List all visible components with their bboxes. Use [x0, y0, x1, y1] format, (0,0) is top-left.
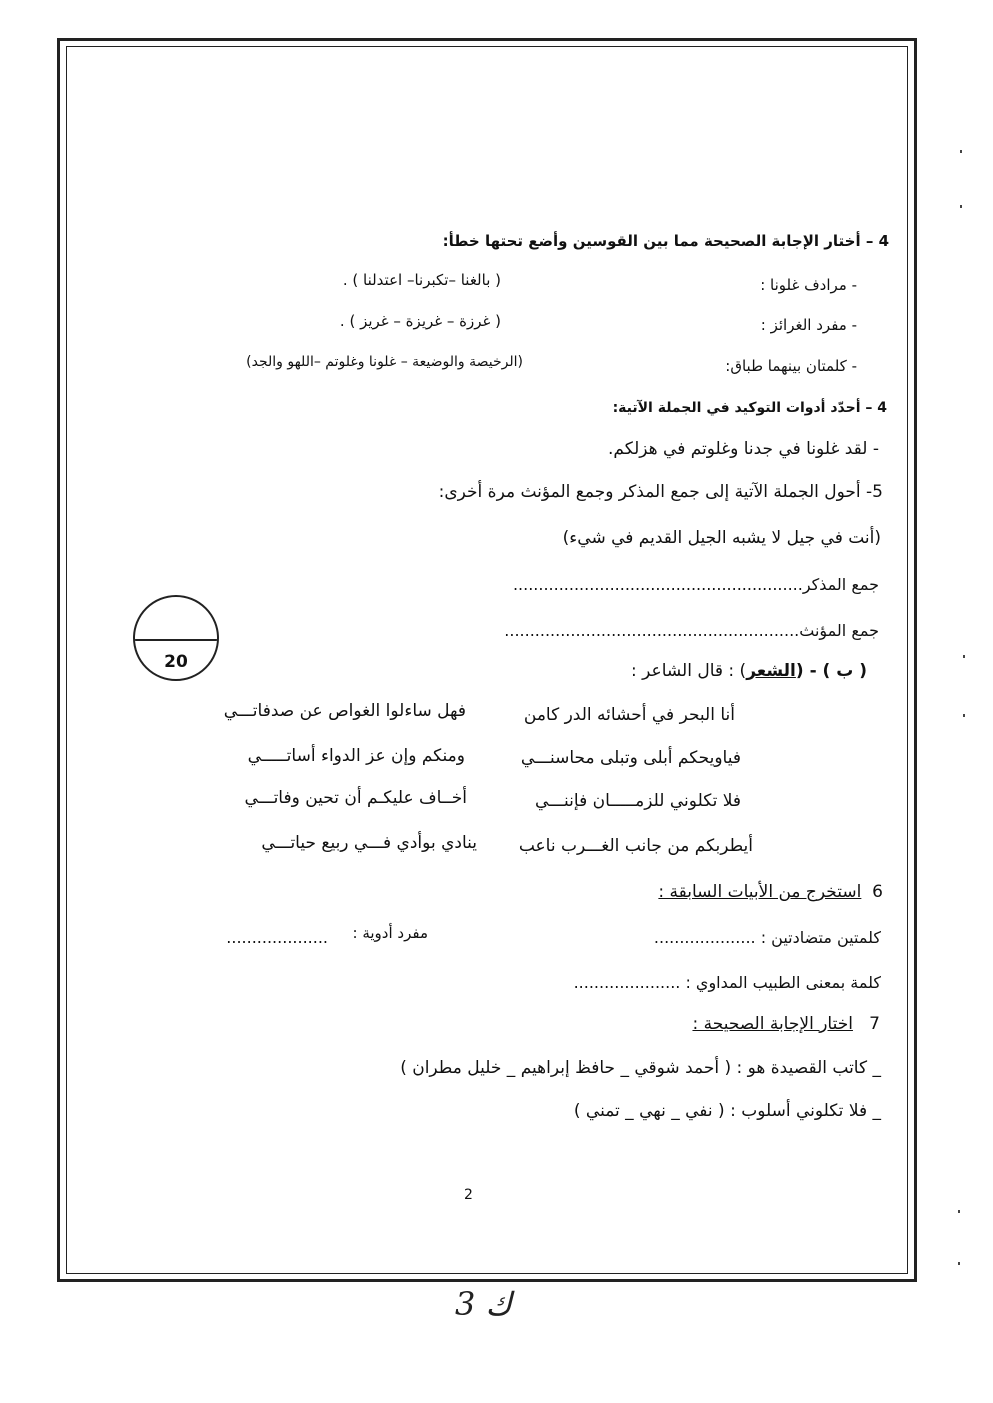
q6-singular-dots: .................... — [226, 928, 328, 947]
poem-line-1-left: فهل ساءلوا الغواص عن صدفاتـــي — [223, 701, 466, 721]
score-circle — [133, 595, 219, 681]
poem-line-1-right: أنا البحر في أحشائه الدر كامن — [523, 705, 735, 725]
q7-number: 7 — [869, 1014, 880, 1034]
section-b-heading — [631, 663, 867, 680]
q7-heading — [692, 1016, 880, 1033]
scan-speck — [958, 1210, 960, 1213]
section-b-prefix: ( ب ) - ( — [795, 661, 867, 681]
scan-speck — [963, 655, 965, 658]
page-number: 2 — [464, 1187, 473, 1203]
q5-feminine-answer-line: جمع المؤنث.......................................................... — [504, 621, 879, 640]
score-divider — [135, 639, 217, 641]
q4a-item-3-label: - كلمتان بينهما طباق: — [725, 357, 857, 375]
score-value: 20 — [164, 652, 188, 672]
q6-number: 6 — [872, 882, 883, 902]
poem-line-2-right: فياويحكم أبلى وتبلى محاسنـــي — [520, 748, 741, 768]
scan-speck — [963, 714, 965, 717]
q4b-instruction: 4 – أحدّد أدوات التوكيد في الجملة الآتية: — [612, 400, 887, 416]
poem-line-4-right: أيطربكم من جانب الغـــرب ناعب — [518, 836, 753, 856]
q6-heading — [658, 884, 883, 901]
q6-doctor-line: كلمة بمعنى الطبيب المداوي : ..................... — [573, 973, 881, 992]
q6-singular-label: مفرد أدوية : — [352, 924, 428, 942]
q6-title: استخرج من الأبيات السابقة : — [658, 882, 862, 902]
poem-line-2-left: ومنكم وإن عز الدواء أساتـــــي — [247, 746, 465, 766]
q4a-item-2-options: ( غرزة – غريزة – غريز ) . — [339, 312, 501, 330]
q4a-item-1-options: ( بالغنا –تكبرنا– اعتدلنا ) . — [342, 271, 501, 289]
q5-instruction: 5- أحول الجملة الآتية إلى جمع المذكر وجمع المؤنث مرة أخرى: — [438, 482, 883, 502]
section-b-title: الشعر — [746, 661, 796, 681]
scan-speck — [960, 205, 962, 208]
q7-style-line: _ فلا تكلوني أسلوب : ( نفي _ نهي _ تمني ) — [573, 1101, 881, 1121]
q7-author-line: _ كاتب القصيدة هو : ( أحمد شوقي _ حافظ إبراهيم _ خليل مطران ) — [400, 1058, 881, 1078]
q4a-instruction: 4 – أختار الإجابة الصحيحة مما بين القوسين وأضع تحتها خطأ: — [442, 232, 889, 250]
q7-title: اختار الإجابة الصحيحة : — [692, 1014, 853, 1034]
poem-line-3-left: أخــاف عليكـم أن تحين وفاتـــي — [244, 788, 467, 808]
q6-opposites-line: كلمتين متضادتين : .................... — [653, 928, 881, 947]
q5-sentence: (أنت في جيل لا يشبه الجيل القديم في شيء) — [562, 528, 881, 548]
poem-line-3-right: فلا تكلوني للزمـــــان فإننـــي — [534, 791, 741, 811]
section-b-suffix: ) : قال الشاعر : — [631, 661, 747, 681]
q4a-item-2-label: - مفرد الغرائز : — [760, 316, 857, 334]
scan-speck — [960, 150, 962, 153]
q5-masculine-answer-line: جمع المذكر......................................................... — [512, 575, 879, 594]
q4a-item-3-options: (الرخيصة والوضيعة – غلونا وغلوتم –اللهو والجد) — [246, 354, 523, 370]
q4b-sentence: - لقد غلونا في جدنا وغلوتم في هزلكم. — [608, 439, 879, 459]
handwritten-page-note: 3 ﻙ — [455, 1285, 512, 1323]
q4a-item-1-label: - مرادف غلونا : — [760, 276, 857, 294]
scan-speck — [958, 1262, 960, 1265]
poem-line-4-left: ينادي بوأدي فـــي ربيع حياتـــي — [261, 833, 477, 853]
